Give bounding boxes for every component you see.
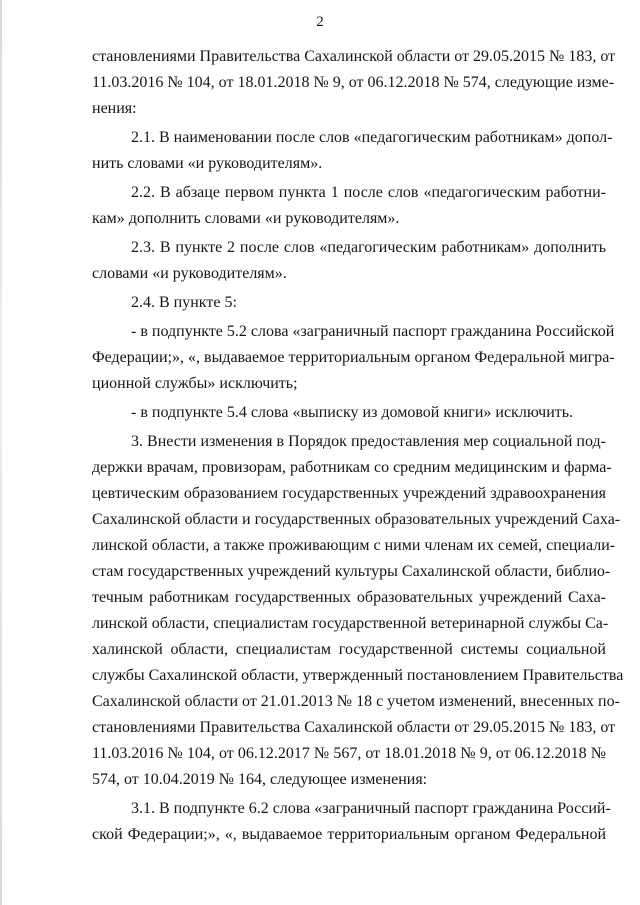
- text-line: Сахалинской области от 21.01.2013 № 18 с учетом изменений, внесенных по-: [92, 693, 620, 710]
- document-body: [92, 44, 624, 848]
- text-line: Сахалинской области и государственных образовательных учреждений Саха-: [92, 511, 621, 528]
- text-line: линской области, а также проживающим с ними членам их семей, специали-: [92, 537, 616, 554]
- text-line: словами «и руководителям».: [92, 265, 287, 282]
- text-line: ской Федерации;», «, выдаваемое территориальным органом Федеральной: [92, 826, 606, 843]
- text-line: держки врачам, провизорам, работникам со средним медицинским и фарма-: [92, 459, 612, 476]
- text-line: 3. Внести изменения в Порядок предоставления мер социальной под-: [131, 433, 606, 450]
- text-line: становлениями Правительства Сахалинской области от 29.05.2015 № 183, от: [92, 719, 616, 736]
- text-line: нения:: [92, 100, 137, 117]
- text-line: кам» дополнить словами «и руководителям».: [92, 210, 400, 227]
- text-line: 2.4. В пункте 5:: [131, 294, 237, 311]
- text-line: 574, от 10.04.2019 № 164, следующее изменения:: [92, 771, 428, 788]
- text-line: нить словами «и руководителям».: [92, 155, 323, 172]
- text-line: - в подпункте 5.4 слова «выписку из домовой книги» исключить.: [131, 404, 574, 421]
- text-line: стам государственных учреждений культуры Сахалинской области, библио-: [92, 563, 611, 580]
- text-line: линской области, специалистам государственной ветеринарной службы Са-: [92, 615, 609, 632]
- text-line: 2.1. В наименовании после слов «педагогическим работникам» допол-: [131, 129, 613, 146]
- text-line: 2.3. В пункте 2 после слов «педагогическим работникам» дополнить: [131, 239, 606, 256]
- text-line: Федерации;», «, выдаваемое территориальным органом Федеральной мигра-: [92, 349, 615, 366]
- text-line: цевтическим образованием государственных учреждений здравоохранения: [92, 485, 606, 502]
- text-line: 11.03.2016 № 104, от 06.12.2017 № 567, от 18.01.2018 № 9, от 06.12.2018 №: [92, 745, 606, 762]
- text-line: 3.1. В подпункте 6.2 слова «заграничный паспорт гражданина Россий-: [131, 800, 611, 817]
- text-line: халинской области, специалистам государственной системы социальной: [92, 641, 606, 658]
- text-line: 11.03.2016 № 104, от 18.01.2018 № 9, от 06.12.2018 № 574, следующие изме-: [92, 74, 615, 91]
- text-line: течным работникам государственных образовательных учреждений Саха-: [92, 589, 606, 606]
- text-line: становлениями Правительства Сахалинской области от 29.05.2015 № 183, от: [92, 48, 616, 65]
- page-number: 2: [316, 14, 324, 30]
- text-line: ционной службы» исключить;: [92, 375, 298, 392]
- text-line: службы Сахалинской области, утвержденный постановлением Правительства: [92, 667, 624, 684]
- text-line: 2.2. В абзаце первом пункта 1 после слов «педагогическим работни-: [131, 184, 606, 201]
- text-line: - в подпункте 5.2 слова «заграничный паспорт гражданина Российской: [131, 323, 615, 340]
- scan-edge: [0, 0, 2, 905]
